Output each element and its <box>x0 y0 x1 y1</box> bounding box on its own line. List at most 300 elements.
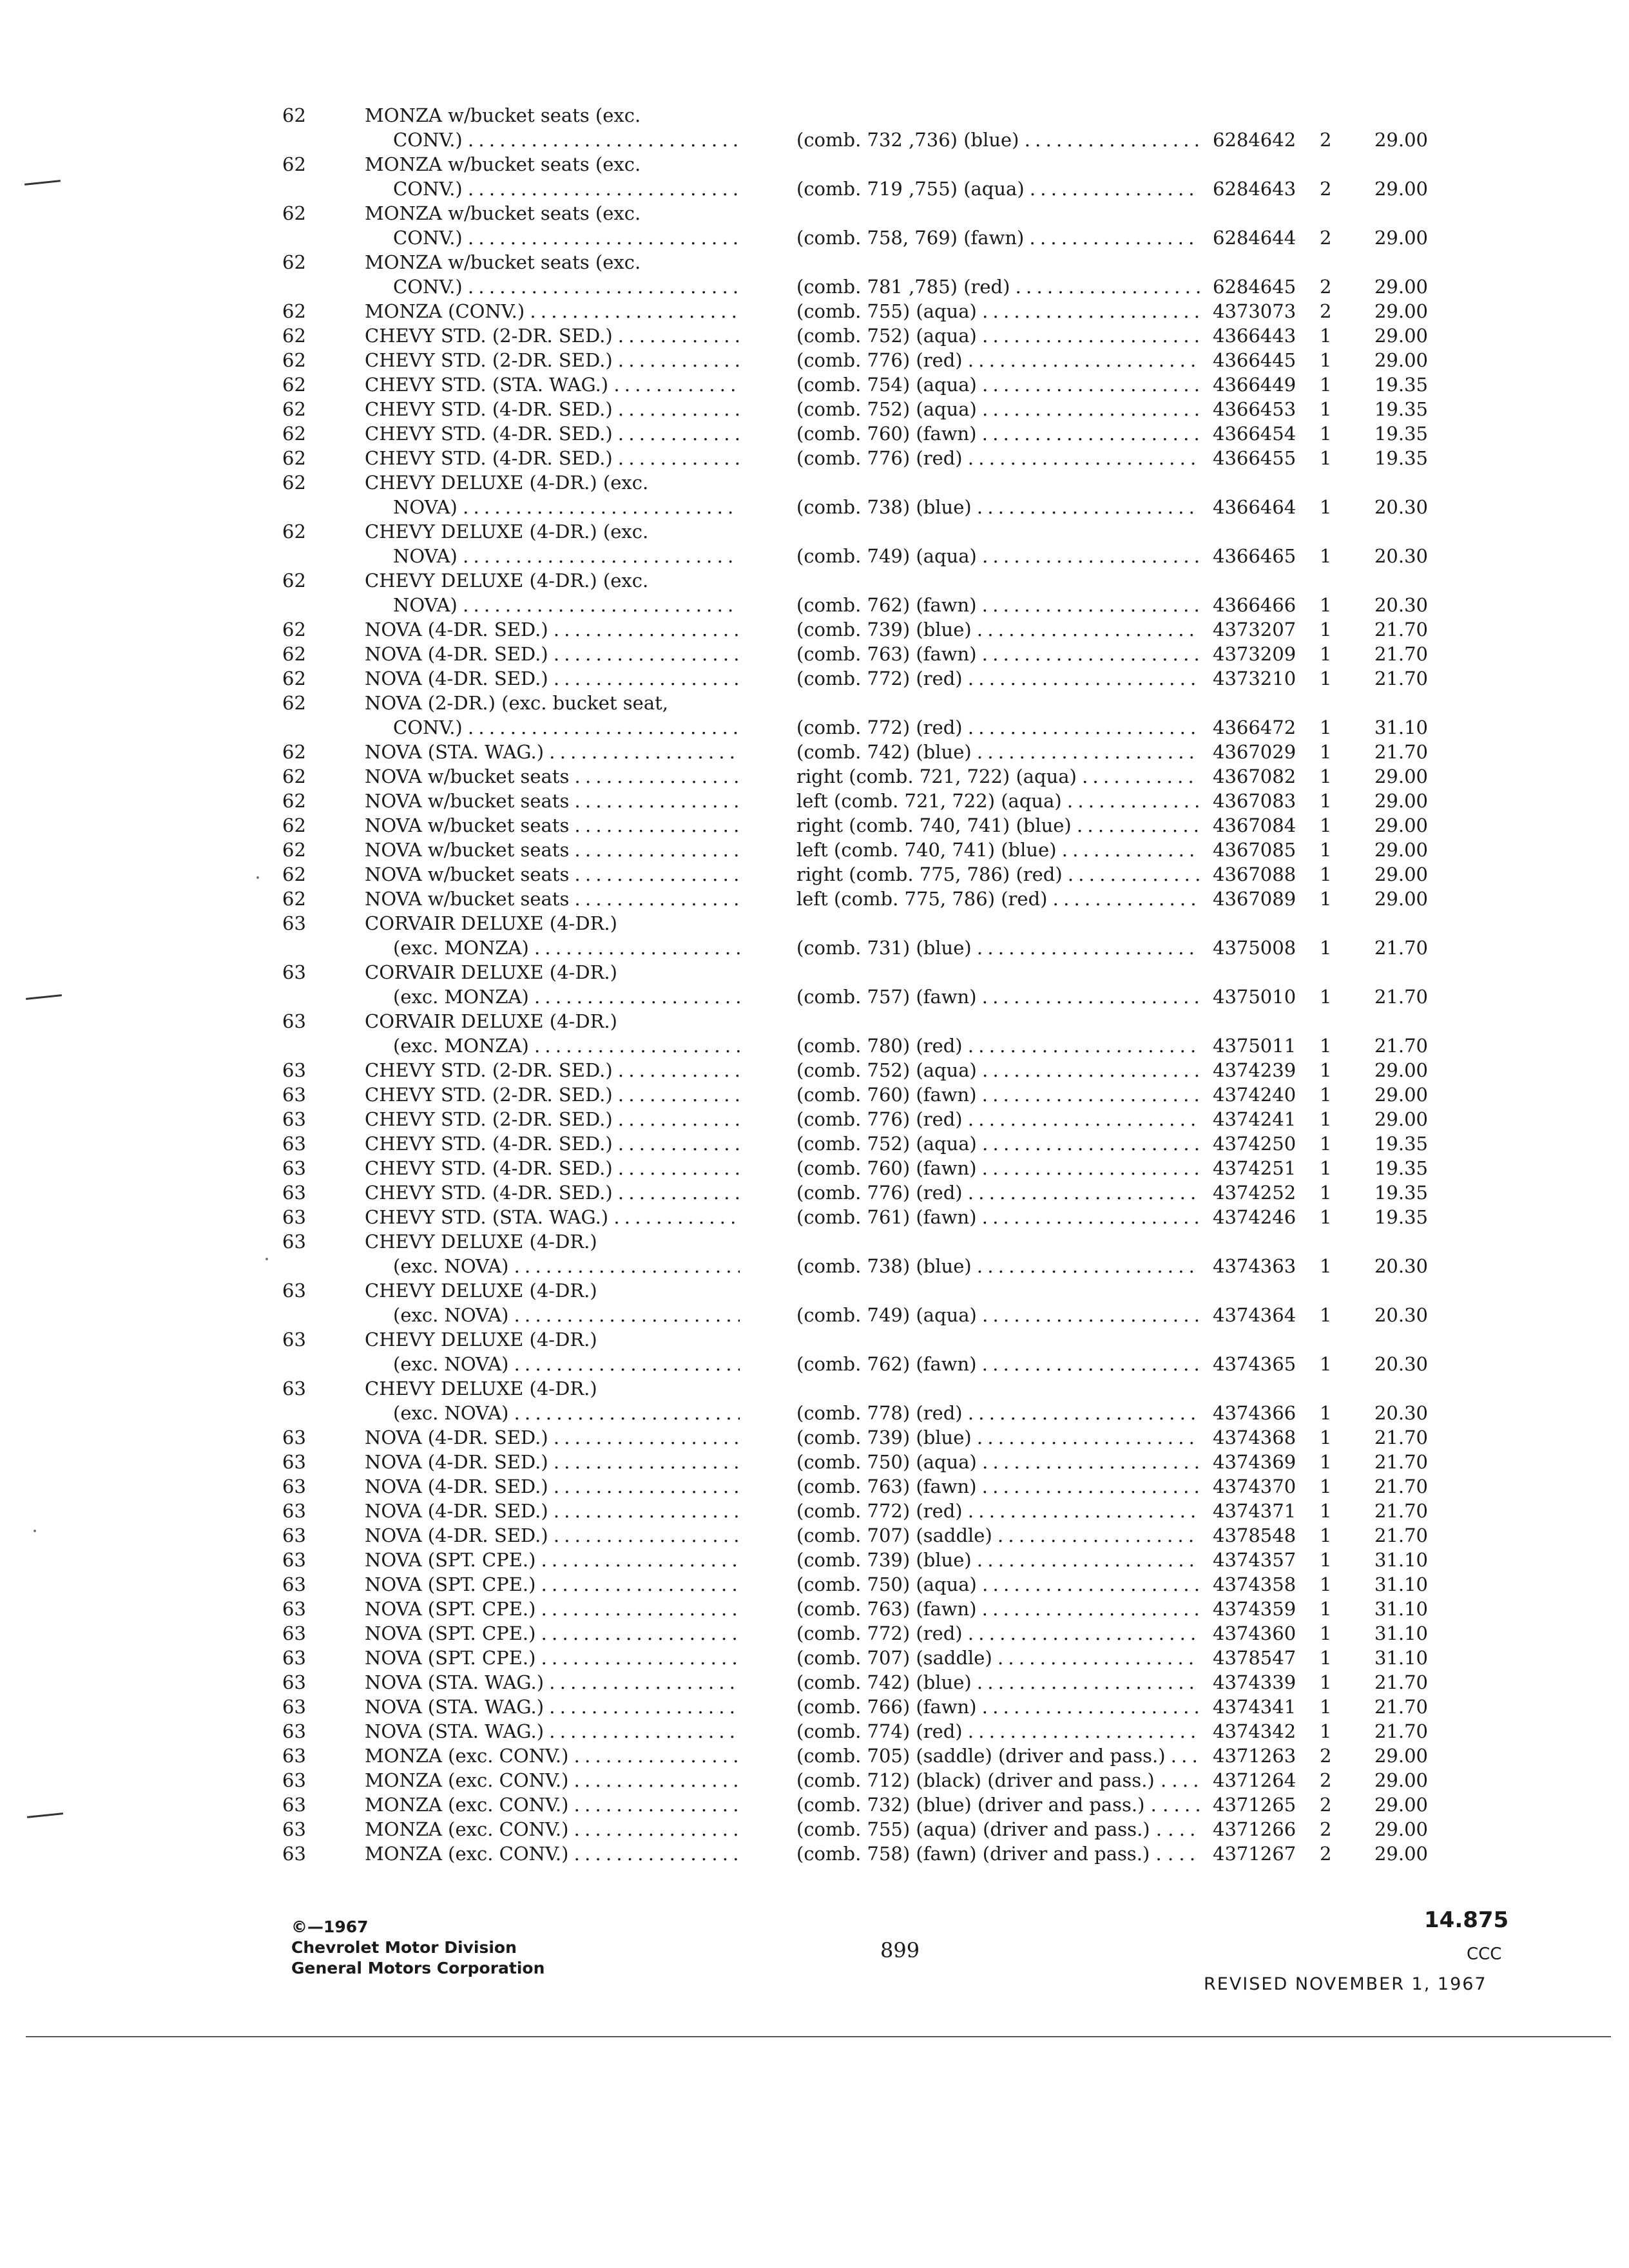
part-number: 4374342 <box>1213 1720 1296 1742</box>
model-name-cont <box>393 1254 740 1278</box>
price: 21.70 <box>1374 643 1428 665</box>
description-text: (comb. 761) (fawn) . . . <box>796 1206 1200 1228</box>
price: 19.35 <box>1374 1133 1428 1155</box>
table-row <box>0 960 1629 1009</box>
model-name-cont-text: CONV.) . . . <box>393 178 740 200</box>
part-number: 4373209 <box>1213 643 1296 665</box>
description-text: (comb. 763) (fawn) . . . <box>796 1475 1200 1497</box>
model-year: 62 <box>282 521 306 543</box>
model-name-text: NOVA (SPT. CPE.) . . . <box>365 1647 740 1669</box>
table-row <box>0 691 1629 740</box>
price: 21.70 <box>1374 1500 1428 1522</box>
model-year: 62 <box>282 839 306 861</box>
model-year: 62 <box>282 251 306 273</box>
quantity: 1 <box>1320 447 1332 469</box>
part-number: 4374370 <box>1213 1475 1296 1497</box>
description-text: (comb. 754) (aqua) . . . <box>796 374 1200 396</box>
part-number: 4371266 <box>1213 1818 1296 1840</box>
description-text: (comb. 776) (red) . . . <box>796 447 1200 469</box>
model-name-text: NOVA (STA. WAG.) . . . <box>365 1696 740 1718</box>
table-row <box>0 740 1629 764</box>
description <box>796 1646 1200 1670</box>
model-name-cont-text: NOVA) . . . <box>393 496 740 518</box>
part-number: 4378548 <box>1213 1524 1296 1546</box>
model-name-cont <box>393 593 740 617</box>
description-text: left (comb. 740, 741) (blue) . . . <box>796 839 1200 861</box>
table-row <box>0 1523 1629 1548</box>
description <box>796 617 1200 642</box>
model-name <box>365 1646 740 1670</box>
table-row <box>0 813 1629 838</box>
quantity: 1 <box>1320 1671 1332 1693</box>
model-name-cont <box>393 936 740 960</box>
model-name-text: NOVA w/bucket seats . . . <box>365 863 740 885</box>
model-year: 63 <box>282 1769 306 1791</box>
model-name-cont <box>393 274 740 299</box>
model-name: CORVAIR DELUXE (4-DR.) <box>365 1010 617 1032</box>
price: 29.00 <box>1374 1818 1428 1840</box>
part-number: 4374360 <box>1213 1622 1296 1644</box>
table-row <box>0 1107 1629 1131</box>
model-name-cont-text: (exc. NOVA) . . . <box>393 1304 740 1326</box>
description-text: left (comb. 775, 786) (red) . . . <box>796 888 1200 910</box>
table-row <box>0 323 1629 348</box>
description <box>796 1401 1200 1425</box>
model-name-text: NOVA w/bucket seats . . . <box>365 814 740 836</box>
description <box>796 813 1200 838</box>
model-name <box>365 740 740 764</box>
price: 29.00 <box>1374 1059 1428 1081</box>
price: 29.00 <box>1374 765 1428 787</box>
description <box>796 397 1200 421</box>
table-row <box>0 1327 1629 1376</box>
model-name-cont <box>393 1303 740 1327</box>
part-number: 4374365 <box>1213 1353 1296 1375</box>
quantity: 2 <box>1320 1794 1332 1816</box>
description <box>796 1768 1200 1792</box>
part-number: 4373210 <box>1213 668 1296 689</box>
quantity: 1 <box>1320 1304 1332 1326</box>
copyright-line: ©—1967 <box>291 1917 369 1936</box>
quantity: 1 <box>1320 1720 1332 1742</box>
description <box>796 1131 1200 1156</box>
quantity: 1 <box>1320 325 1332 347</box>
model-year: 63 <box>282 1231 306 1253</box>
model-name <box>365 887 740 911</box>
description-text: (comb. 738) (blue) . . . <box>796 496 1200 518</box>
description-text: (comb. 766) (fawn) . . . <box>796 1696 1200 1718</box>
model-name-cont <box>393 495 740 519</box>
part-number: 4374240 <box>1213 1084 1296 1106</box>
part-number: 4366443 <box>1213 325 1296 347</box>
model-name-cont <box>393 128 740 152</box>
part-number: 4374359 <box>1213 1598 1296 1620</box>
price: 29.00 <box>1374 863 1428 885</box>
description <box>796 1058 1200 1082</box>
description-text: right (comb. 721, 722) (aqua) . . . <box>796 765 1200 787</box>
quantity: 1 <box>1320 496 1332 518</box>
description <box>796 740 1200 764</box>
table-row <box>0 1768 1629 1792</box>
price: 21.70 <box>1374 986 1428 1008</box>
model-year: 63 <box>282 1108 306 1130</box>
description <box>796 1499 1200 1523</box>
price: 29.00 <box>1374 1084 1428 1106</box>
table-row <box>0 789 1629 813</box>
part-number: 4374371 <box>1213 1500 1296 1522</box>
description-text: (comb. 712) (black) (driver and pass.) . . . . <box>796 1769 1200 1791</box>
price: 21.70 <box>1374 741 1428 763</box>
description-text: (comb. 705) (saddle) (driver and pass.) . . . <box>796 1745 1200 1767</box>
description-text: (comb. 776) (red) . . . <box>796 1108 1200 1130</box>
model-name <box>365 838 740 862</box>
model-year: 62 <box>282 447 306 469</box>
table-row <box>0 519 1629 568</box>
price: 19.35 <box>1374 398 1428 420</box>
price: 29.00 <box>1374 129 1428 151</box>
part-number: 4367084 <box>1213 814 1296 836</box>
model-name <box>365 1670 740 1695</box>
description-text: (comb. 757) (fawn) . . . <box>796 986 1200 1008</box>
model-name: CHEVY DELUXE (4-DR.) (exc. <box>365 570 649 591</box>
price: 31.10 <box>1374 1549 1428 1571</box>
quantity: 1 <box>1320 1622 1332 1644</box>
description <box>796 128 1200 152</box>
model-name-cont-text: NOVA) . . . <box>393 545 740 567</box>
table-row <box>0 1450 1629 1474</box>
model-name-text: MONZA (exc. CONV.) . . . <box>365 1843 740 1865</box>
price: 29.00 <box>1374 814 1428 836</box>
model-name-cont-text: (exc. NOVA) . . . <box>393 1402 740 1424</box>
model-name <box>365 1107 740 1131</box>
part-number: 4373207 <box>1213 619 1296 640</box>
part-number: 6284644 <box>1213 227 1296 249</box>
model-name-text: CHEVY STD. (2-DR. SED.) . . . <box>365 349 740 371</box>
model-year: 62 <box>282 570 306 591</box>
description <box>796 936 1200 960</box>
model-name <box>365 1817 740 1841</box>
table-row <box>0 1744 1629 1768</box>
description-text: right (comb. 775, 786) (red) . . . <box>796 863 1200 885</box>
model-year: 63 <box>282 912 306 934</box>
model-name-text: MONZA (exc. CONV.) . . . <box>365 1745 740 1767</box>
description-text: (comb. 762) (fawn) . . . <box>796 594 1200 616</box>
price: 19.35 <box>1374 1157 1428 1179</box>
quantity: 1 <box>1320 545 1332 567</box>
price: 21.70 <box>1374 937 1428 959</box>
description-text: (comb. 750) (aqua) . . . <box>796 1451 1200 1473</box>
model-name: MONZA w/bucket seats (exc. <box>365 251 641 273</box>
model-name <box>365 1768 740 1792</box>
model-name <box>365 666 740 691</box>
model-year: 63 <box>282 1427 306 1448</box>
description-text: (comb. 772) (red) . . . <box>796 1622 1200 1644</box>
part-number: 4367085 <box>1213 839 1296 861</box>
quantity: 1 <box>1320 839 1332 861</box>
price: 31.10 <box>1374 1573 1428 1595</box>
description-text: (comb. 755) (aqua) . . . <box>796 300 1200 322</box>
model-name <box>365 1058 740 1082</box>
description-text: (comb. 781 ,785) (red) . . . <box>796 276 1200 298</box>
price: 29.00 <box>1374 839 1428 861</box>
description-text: (comb. 739) (blue) . . . <box>796 1549 1200 1571</box>
price: 29.00 <box>1374 1769 1428 1791</box>
description-text: left (comb. 721, 722) (aqua) . . . <box>796 790 1200 812</box>
table-row <box>0 103 1629 152</box>
part-number: 4374341 <box>1213 1696 1296 1718</box>
quantity: 1 <box>1320 1696 1332 1718</box>
quantity: 1 <box>1320 1500 1332 1522</box>
quantity: 1 <box>1320 1451 1332 1473</box>
quantity: 1 <box>1320 888 1332 910</box>
price: 31.10 <box>1374 1647 1428 1669</box>
quantity: 1 <box>1320 1402 1332 1424</box>
model-name <box>365 299 740 323</box>
part-number: 6284643 <box>1213 178 1296 200</box>
price: 29.00 <box>1374 1745 1428 1767</box>
part-number: 4367083 <box>1213 790 1296 812</box>
model-name-text: MONZA (exc. CONV.) . . . <box>365 1818 740 1840</box>
model-name-cont <box>393 715 740 740</box>
quantity: 1 <box>1320 1059 1332 1081</box>
price: 29.00 <box>1374 178 1428 200</box>
quantity: 1 <box>1320 1549 1332 1571</box>
price: 29.00 <box>1374 1794 1428 1816</box>
description <box>796 838 1200 862</box>
description-text: (comb. 738) (blue) . . . <box>796 1255 1200 1277</box>
model-name <box>365 1156 740 1180</box>
model-year: 62 <box>282 349 306 371</box>
model-name <box>365 1597 740 1621</box>
revision-date: REVISED NOVEMBER 1, 1967 <box>1204 1974 1487 1994</box>
model-year: 62 <box>282 814 306 836</box>
parts-table <box>0 103 1629 1866</box>
quantity: 1 <box>1320 643 1332 665</box>
description-text: (comb. 772) (red) . . . <box>796 1500 1200 1522</box>
price: 20.30 <box>1374 496 1428 518</box>
model-year: 62 <box>282 888 306 910</box>
quantity: 2 <box>1320 1843 1332 1865</box>
price: 29.00 <box>1374 325 1428 347</box>
description-text: (comb. 776) (red) . . . <box>796 1182 1200 1204</box>
price: 29.00 <box>1374 349 1428 371</box>
description <box>796 1082 1200 1107</box>
description <box>796 1548 1200 1572</box>
quantity: 1 <box>1320 765 1332 787</box>
description <box>796 274 1200 299</box>
model-name <box>365 789 740 813</box>
description <box>796 1352 1200 1376</box>
description-text: (comb. 742) (blue) . . . <box>796 1671 1200 1693</box>
description <box>796 1670 1200 1695</box>
description-text: (comb. 760) (fawn) . . . <box>796 423 1200 445</box>
model-name-text: MONZA (CONV.) . . . <box>365 300 740 322</box>
price: 20.30 <box>1374 594 1428 616</box>
model-name-text: NOVA (4-DR. SED.) . . . <box>365 619 740 640</box>
quantity: 1 <box>1320 1255 1332 1277</box>
model-name-text: CHEVY STD. (4-DR. SED.) . . . <box>365 423 740 445</box>
table-row <box>0 1499 1629 1523</box>
quantity: 1 <box>1320 398 1332 420</box>
model-name <box>365 1499 740 1523</box>
price: 31.10 <box>1374 1622 1428 1644</box>
quantity: 1 <box>1320 1475 1332 1497</box>
quantity: 2 <box>1320 1745 1332 1767</box>
description <box>796 1572 1200 1597</box>
model-name-cont <box>393 544 740 568</box>
table-row <box>0 568 1629 617</box>
part-number: 4371267 <box>1213 1843 1296 1865</box>
quantity: 1 <box>1320 1133 1332 1155</box>
model-name <box>365 323 740 348</box>
model-year: 62 <box>282 790 306 812</box>
model-year: 63 <box>282 1524 306 1546</box>
description <box>796 1205 1200 1229</box>
quantity: 1 <box>1320 349 1332 371</box>
model-name-cont-text: (exc. MONZA) . . . <box>393 1035 740 1057</box>
table-row <box>0 1572 1629 1597</box>
table-row <box>0 838 1629 862</box>
quantity: 1 <box>1320 814 1332 836</box>
model-name <box>365 348 740 372</box>
description <box>796 372 1200 397</box>
table-row <box>0 1082 1629 1107</box>
description-text: (comb. 739) (blue) . . . <box>796 1427 1200 1448</box>
table-row <box>0 1156 1629 1180</box>
model-year: 63 <box>282 1500 306 1522</box>
table-row <box>0 1670 1629 1695</box>
table-row <box>0 764 1629 789</box>
model-year: 62 <box>282 423 306 445</box>
description-text: (comb. 760) (fawn) . . . <box>796 1157 1200 1179</box>
model-name <box>365 1450 740 1474</box>
model-year: 63 <box>282 1280 306 1302</box>
table-row <box>0 1841 1629 1866</box>
part-number: 4374358 <box>1213 1573 1296 1595</box>
part-number: 4371265 <box>1213 1794 1296 1816</box>
model-name <box>365 862 740 887</box>
table-row <box>0 1597 1629 1621</box>
description <box>796 1425 1200 1450</box>
model-year: 63 <box>282 1329 306 1350</box>
part-number: 4366449 <box>1213 374 1296 396</box>
table-row <box>0 911 1629 960</box>
description-text: (comb. 742) (blue) . . . <box>796 741 1200 763</box>
model-name <box>365 372 740 397</box>
quantity: 2 <box>1320 300 1332 322</box>
part-number: 4375011 <box>1213 1035 1296 1057</box>
model-year: 63 <box>282 1573 306 1595</box>
description-text: (comb. 732) (blue) (driver and pass.) . . . . . <box>796 1794 1200 1816</box>
model-year: 62 <box>282 863 306 885</box>
description <box>796 1450 1200 1474</box>
description <box>796 715 1200 740</box>
description <box>796 1792 1200 1817</box>
description-text: (comb. 739) (blue) . . . <box>796 619 1200 640</box>
model-year: 62 <box>282 619 306 640</box>
price: 20.30 <box>1374 1402 1428 1424</box>
corporation-line: General Motors Corporation <box>291 1959 545 1977</box>
model-year: 62 <box>282 104 306 126</box>
price: 19.35 <box>1374 1206 1428 1228</box>
model-name <box>365 1082 740 1107</box>
model-name-cont-text: NOVA) . . . <box>393 594 740 616</box>
model-name <box>365 1841 740 1866</box>
description-text: (comb. 774) (red) . . . <box>796 1720 1200 1742</box>
table-row <box>0 1646 1629 1670</box>
model-name-cont <box>393 985 740 1009</box>
price: 21.70 <box>1374 1720 1428 1742</box>
quantity: 1 <box>1320 1573 1332 1595</box>
description-text: (comb. 780) (red) . . . <box>796 1035 1200 1057</box>
description <box>796 1841 1200 1866</box>
part-number: 4374366 <box>1213 1402 1296 1424</box>
model-name-text: MONZA (exc. CONV.) . . . <box>365 1769 740 1791</box>
quantity: 1 <box>1320 716 1332 738</box>
model-name-text: NOVA (SPT. CPE.) . . . <box>365 1598 740 1620</box>
quantity: 1 <box>1320 1427 1332 1448</box>
model-name <box>365 1131 740 1156</box>
table-row <box>0 372 1629 397</box>
price: 29.00 <box>1374 276 1428 298</box>
table-row <box>0 299 1629 323</box>
description-text: (comb. 750) (aqua) . . . <box>796 1573 1200 1595</box>
description-text: (comb. 707) (saddle) . . . <box>796 1647 1200 1669</box>
model-name-cont-text: CONV.) . . . <box>393 716 740 738</box>
description <box>796 495 1200 519</box>
quantity: 1 <box>1320 1353 1332 1375</box>
model-name: MONZA w/bucket seats (exc. <box>365 153 641 175</box>
model-name-cont <box>393 177 740 201</box>
table-row <box>0 1205 1629 1229</box>
model-name <box>365 642 740 666</box>
description-text: (comb. 772) (red) . . . <box>796 716 1200 738</box>
description <box>796 1107 1200 1131</box>
description <box>796 544 1200 568</box>
model-name-text: NOVA (STA. WAG.) . . . <box>365 1720 740 1742</box>
part-number: 4374246 <box>1213 1206 1296 1228</box>
part-number: 4373073 <box>1213 300 1296 322</box>
description <box>796 323 1200 348</box>
description <box>796 1033 1200 1058</box>
price: 21.70 <box>1374 668 1428 689</box>
description-text: (comb. 752) (aqua) . . . <box>796 1059 1200 1081</box>
model-name <box>365 813 740 838</box>
quantity: 2 <box>1320 1769 1332 1791</box>
model-name-text: NOVA (STA. WAG.) . . . <box>365 741 740 763</box>
description-text: (comb. 731) (blue) . . . <box>796 937 1200 959</box>
table-row <box>0 348 1629 372</box>
model-name-text: NOVA (4-DR. SED.) . . . <box>365 1500 740 1522</box>
quantity: 1 <box>1320 374 1332 396</box>
model-year: 62 <box>282 668 306 689</box>
model-name <box>365 1695 740 1719</box>
price: 21.70 <box>1374 1671 1428 1693</box>
quantity: 1 <box>1320 1598 1332 1620</box>
description-text: (comb. 749) (aqua) . . . <box>796 1304 1200 1326</box>
model-year: 63 <box>282 1745 306 1767</box>
part-number: 4371264 <box>1213 1769 1296 1791</box>
part-number: 4367089 <box>1213 888 1296 910</box>
model-name: NOVA (2-DR.) (exc. bucket seat, <box>365 692 668 714</box>
part-number: 4374369 <box>1213 1451 1296 1473</box>
description <box>796 642 1200 666</box>
price: 29.00 <box>1374 227 1428 249</box>
model-name-text: NOVA w/bucket seats . . . <box>365 765 740 787</box>
quantity: 2 <box>1320 178 1332 200</box>
table-row <box>0 666 1629 691</box>
description <box>796 789 1200 813</box>
